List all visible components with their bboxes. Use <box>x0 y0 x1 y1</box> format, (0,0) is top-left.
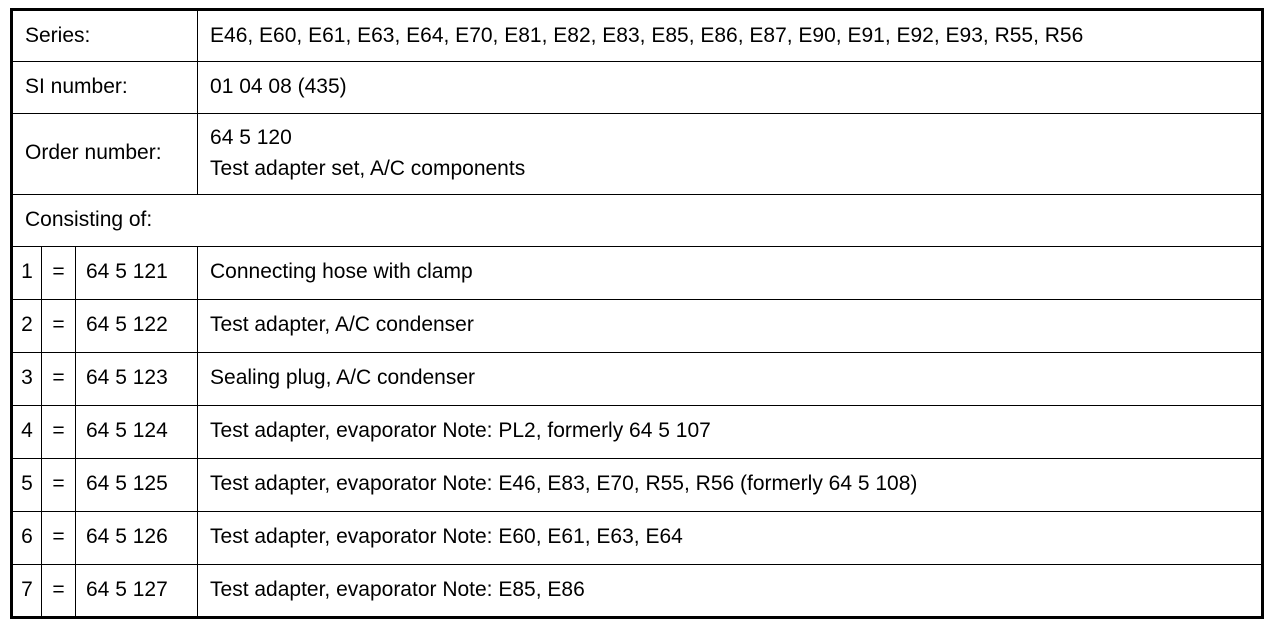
item-equals-cell <box>42 299 76 352</box>
item-number: 2 <box>21 313 33 337</box>
item-number-cell <box>12 564 42 617</box>
order-number-value-cell <box>198 114 1263 195</box>
item-number: 6 <box>21 525 33 549</box>
item-description: Sealing plug, A/C condenser <box>210 366 476 390</box>
item-part-number: 64 5 122 <box>86 313 168 337</box>
table-row <box>12 511 1263 564</box>
item-part-number-cell <box>76 299 198 352</box>
item-equals-cell <box>42 405 76 458</box>
item-part-number: 64 5 121 <box>86 260 168 284</box>
table-row <box>12 458 1263 511</box>
tool-kit-table <box>10 8 1264 619</box>
si-number-value: 01 04 08 (435) <box>210 75 347 99</box>
table-row <box>12 352 1263 405</box>
item-equals: = <box>52 366 65 390</box>
item-description-cell <box>198 405 1263 458</box>
order-number-value-line2: Test adapter set, A/C components <box>210 156 526 180</box>
item-equals: = <box>52 260 65 284</box>
item-part-number-cell <box>76 352 198 405</box>
item-description-cell <box>198 299 1263 352</box>
si-number-label: SI number: <box>25 75 128 99</box>
item-description: Test adapter, evaporator Note: E46, E83, E70, R55, R56 (formerly 64 5 108) <box>210 472 918 496</box>
item-description-cell <box>198 352 1263 405</box>
item-equals: = <box>52 313 65 337</box>
order-number-value <box>198 114 1261 194</box>
item-number-cell <box>12 511 42 564</box>
item-equals-cell <box>42 458 76 511</box>
item-equals: = <box>52 577 65 601</box>
series-value: E46, E60, E61, E63, E64, E70, E81, E82, E83, E85, E86, E87, E90, E91, E92, E93, R55, R56 <box>210 23 1084 47</box>
item-description: Connecting hose with clamp <box>210 260 473 284</box>
item-equals: = <box>52 472 65 496</box>
item-part-number-cell <box>76 458 198 511</box>
table-row-si-number <box>12 62 1263 114</box>
item-part-number: 64 5 124 <box>86 419 168 443</box>
item-part-number-cell <box>76 405 198 458</box>
item-description-cell <box>198 458 1263 511</box>
table-row-order-number <box>12 114 1263 195</box>
item-number: 7 <box>21 577 33 601</box>
item-description-cell <box>198 246 1263 299</box>
si-number-label-cell <box>12 62 198 114</box>
item-number: 4 <box>21 419 33 443</box>
order-number-value-line1: 64 5 120 <box>210 126 292 149</box>
table-row <box>12 299 1263 352</box>
item-equals-cell <box>42 564 76 617</box>
item-description-cell <box>198 564 1263 617</box>
item-part-number: 64 5 123 <box>86 366 168 390</box>
item-number: 5 <box>21 472 33 496</box>
document-sheet <box>0 8 1280 640</box>
item-equals-cell <box>42 511 76 564</box>
consisting-of-label: Consisting of: <box>25 207 153 231</box>
item-description: Test adapter, evaporator Note: E85, E86 <box>210 577 585 601</box>
item-number-cell <box>12 458 42 511</box>
series-value-cell <box>198 10 1263 62</box>
item-equals-cell <box>42 246 76 299</box>
item-number-cell <box>12 405 42 458</box>
table-row <box>12 564 1263 617</box>
item-part-number-cell <box>76 511 198 564</box>
item-number-cell <box>12 299 42 352</box>
consisting-of-cell <box>12 194 1263 246</box>
series-label: Series: <box>25 23 91 47</box>
table-row <box>12 405 1263 458</box>
item-part-number: 64 5 127 <box>86 577 168 601</box>
item-part-number: 64 5 125 <box>86 472 168 496</box>
item-equals: = <box>52 419 65 443</box>
item-number: 3 <box>21 366 33 390</box>
item-description: Test adapter, evaporator Note: E60, E61, E63, E64 <box>210 525 683 549</box>
item-part-number-cell <box>76 564 198 617</box>
item-description: Test adapter, evaporator Note: PL2, formerly 64 5 107 <box>210 419 711 443</box>
order-number-label: Order number: <box>25 141 162 165</box>
si-number-value-cell <box>198 62 1263 114</box>
table-row-series <box>12 10 1263 62</box>
item-part-number-cell <box>76 246 198 299</box>
table-row <box>12 246 1263 299</box>
item-description: Test adapter, A/C condenser <box>210 313 474 337</box>
item-equals-cell <box>42 352 76 405</box>
table-row-consisting-of <box>12 194 1263 246</box>
item-description-cell <box>198 511 1263 564</box>
item-number-cell <box>12 352 42 405</box>
item-part-number: 64 5 126 <box>86 525 168 549</box>
item-number: 1 <box>21 260 33 284</box>
item-equals: = <box>52 525 65 549</box>
series-label-cell <box>12 10 198 62</box>
item-number-cell <box>12 246 42 299</box>
order-number-label-cell <box>12 114 198 195</box>
